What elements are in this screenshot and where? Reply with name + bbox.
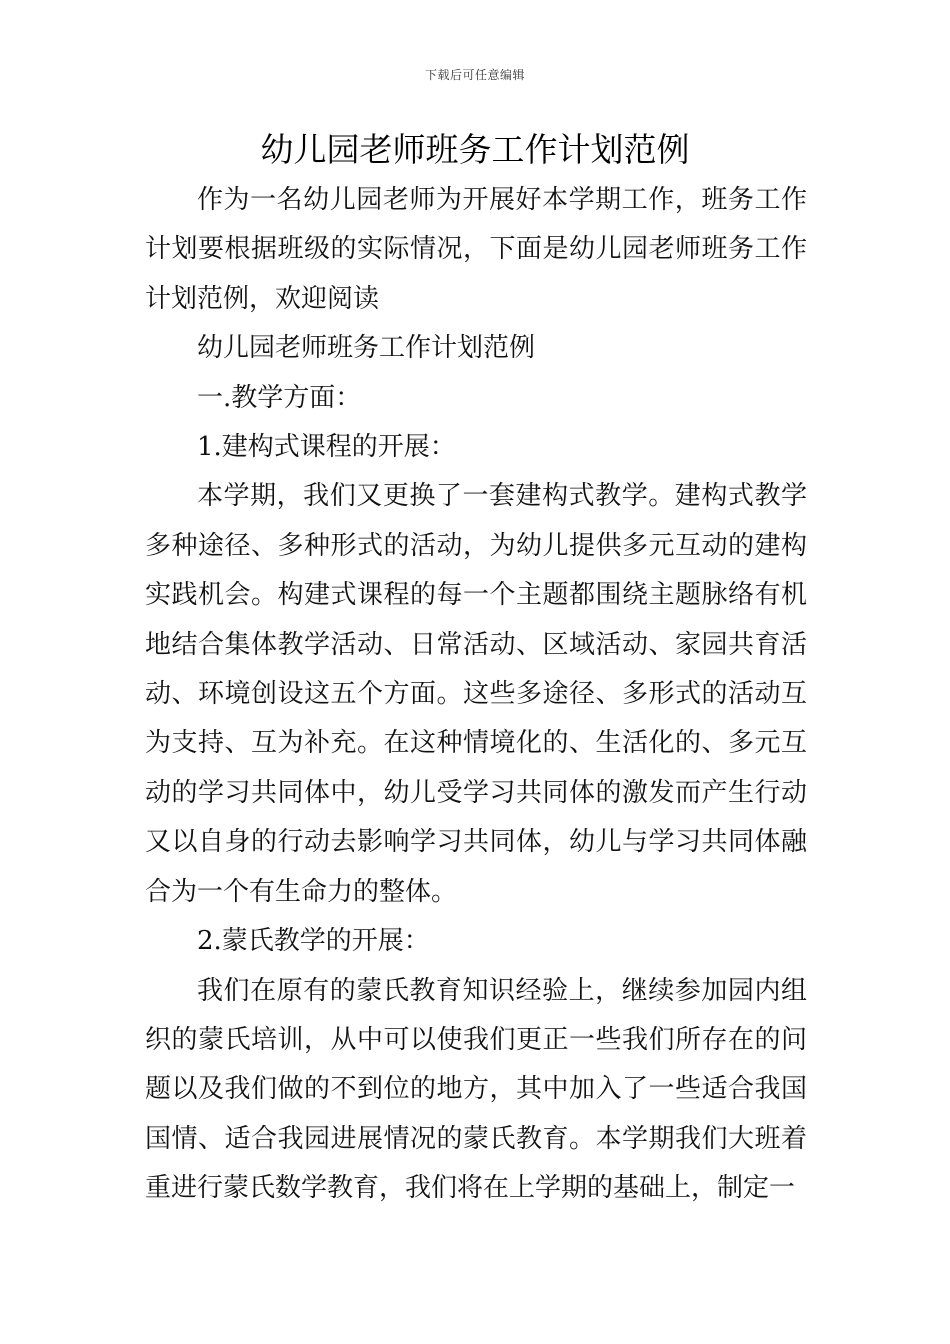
subheading-constructive-course: 1.建构式课程的开展： — [197, 432, 456, 463]
section-heading: 幼儿园老师班务工作计划范例 — [197, 333, 536, 364]
document-title: 幼儿园老师班务工作计划范例 — [260, 130, 690, 169]
header-note: 下载后可任意编辑 — [424, 68, 525, 82]
subheading-teaching: 一.教学方面： — [197, 382, 362, 413]
subheading-montessori: 2.蒙氏教学的开展： — [197, 926, 430, 957]
document-body — [145, 176, 807, 1214]
intro-paragraph: 作为一名幼儿园老师为开展好本学期工作，班务工作计划要根据班级的实际情况，下面是幼儿园老师班务工作计划范例，欢迎阅读 — [145, 185, 807, 314]
constructive-course-paragraph: 本学期，我们又更换了一套建构式教学。建构式教学多种途径、多种形式的活动，为幼儿提供多元互动的建构实践机会。构建式课程的每一个主题都围绕主题脉络有机地结合集体教学活动、日常活动、区域活动、家园共育活动、环境创设这五个方面。这些多途径、多形式的活动互为支持、互为补充。在这种情境化的、生活化的、多元互动的学习共同体中，幼儿受学习共同体的激发而产生行动又以自身的行动去影响学习共同体，幼儿与学习共同体融合为一个有生命力的整体。 — [145, 481, 807, 907]
montessori-paragraph: 我们在原有的蒙氏教育知识经验上，继续参加园内组织的蒙氏培训，从中可以使我们更正一些我们所存在的问题以及我们做的不到位的地方，其中加入了一些适合我国国情、适合我园进展情况的蒙氏教育。本学期我们大班着重进行蒙氏数学教育，我们将在上学期的基础上，制定一 — [145, 975, 807, 1204]
